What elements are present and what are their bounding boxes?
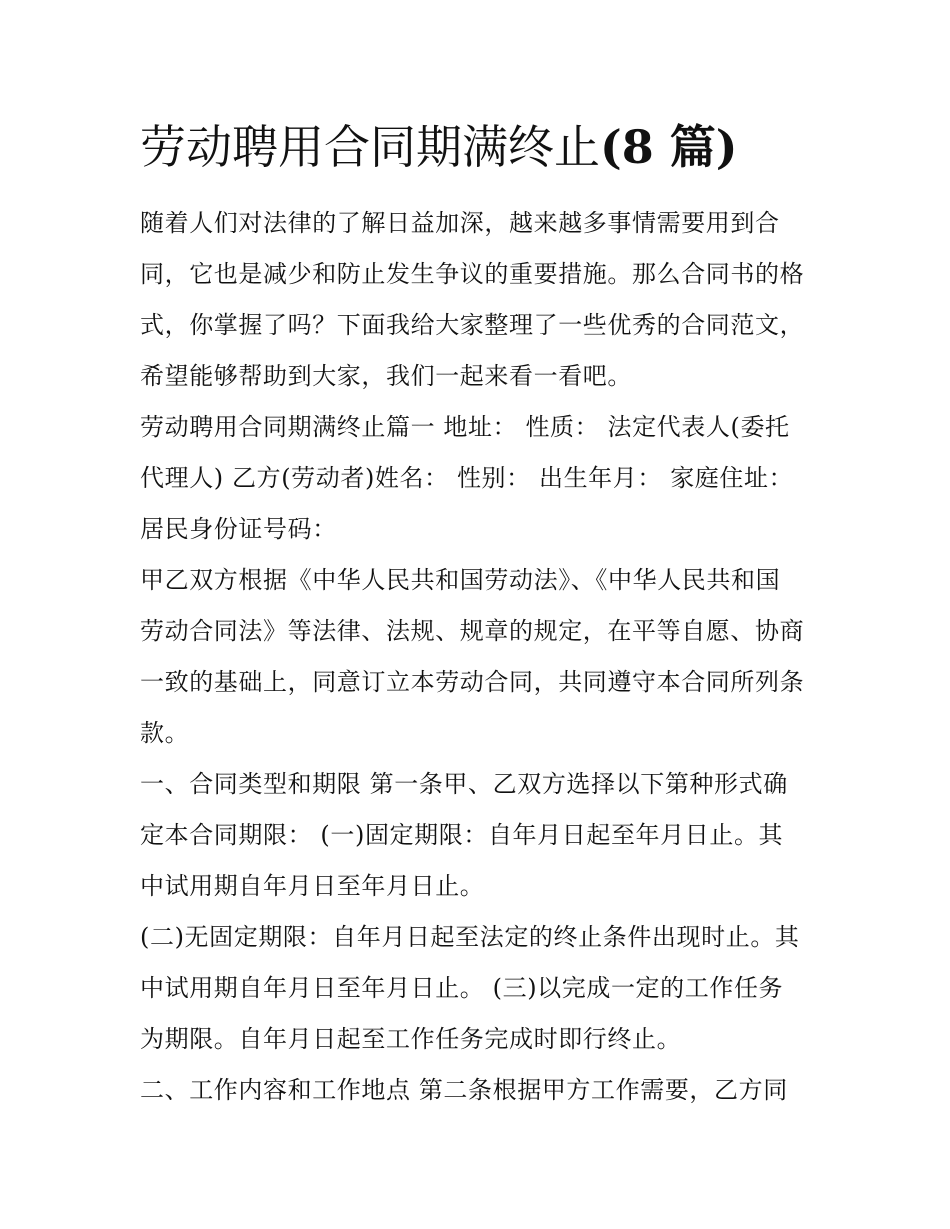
body-line: 二、工作内容和工作地点 第二条根据甲方工作需要，乙方同 — [140, 1076, 788, 1104]
document-title-text: 劳动聘用合同期满终止 — [140, 120, 600, 174]
body-line: 一致的基础上，同意订立本劳动合同，共同遵守本合同所列条 — [140, 668, 805, 696]
body-line: 定本合同期限： (一)固定期限：自年月日起至年月日止。其 — [140, 821, 784, 849]
body-line: 式，你掌握了吗？下面我给大家整理了一些优秀的合同范文， — [140, 311, 805, 339]
body-line: 同，它也是减少和防止发生争议的重要措施。那么合同书的格 — [140, 260, 805, 288]
document-title — [140, 112, 840, 182]
body-line: 随着人们对法律的了解日益加深，越来越多事情需要用到合 — [140, 209, 780, 237]
body-line: 劳动合同法》等法律、法规、规章的规定，在平等自愿、协商 — [140, 617, 805, 645]
body-line: 一、合同类型和期限 第一条甲、乙双方选择以下第种形式确 — [140, 770, 788, 798]
body-line: (二)无固定期限：自年月日起至法定的终止条件出现时止。其 — [140, 923, 800, 951]
body-line: 希望能够帮助到大家，我们一起来看一看吧。 — [140, 362, 632, 390]
body-line: 居民身份证号码： — [140, 515, 337, 543]
document-title-count: (8 篇) — [600, 120, 738, 174]
body-line: 中试用期自年月日至年月日止。 — [140, 872, 485, 900]
body-line: 劳动聘用合同期满终止篇一 地址： 性质： 法定代表人(委托 — [140, 413, 790, 441]
body-line: 代理人) 乙方(劳动者)姓名： 性别： 出生年月： 家庭住址： — [140, 464, 794, 492]
document-body — [140, 198, 820, 1116]
body-line: 款。 — [140, 719, 190, 747]
body-line: 中试用期自年月日至年月日止。 (三)以完成一定的工作任务 — [140, 974, 784, 1002]
body-line: 为期限。自年月日起至工作任务完成时即行终止。 — [140, 1025, 682, 1053]
body-line: 甲乙双方根据《中华人民共和国劳动法》、《中华人民共和国 — [140, 566, 781, 594]
